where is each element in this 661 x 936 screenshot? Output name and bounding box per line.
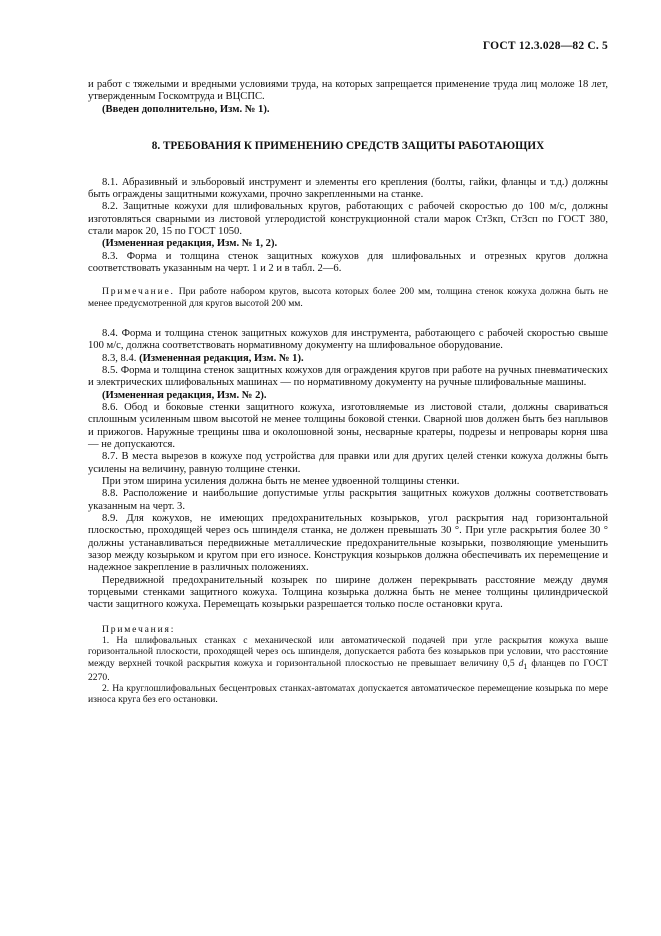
paragraph-8-2: 8.2. Защитные кожухи для шлифовальных кругов, работающих с рабочей скоростью до 100 м/с, должны изготовляться сварными из листовой углеродистой конструкционной стали марок Ст3кп, Ст3сп по ГОСТ 380, стали марок 20, 15 по ГОСТ 1050.: [88, 201, 608, 237]
edit-note-prefix: 8.3, 8.4.: [102, 352, 140, 364]
note-1: [88, 286, 608, 309]
paragraph-8-7-continued: При этом ширина усиления должна быть не менее удвоенной толщины стенки.: [102, 476, 460, 487]
notes-2-item-1-symbol: d: [518, 657, 524, 669]
notes-2-item-1-subscript: 1: [523, 661, 528, 671]
document-body: [88, 79, 608, 706]
edit-note-8-3-8-4: [88, 353, 608, 365]
notes-2-item-1-tail: фланцев по ГОСТ 2270.: [88, 657, 608, 683]
paragraph-8-4: 8.4. Форма и толщина стенок защитных кожухов для инструмента, работающего с рабочей скоростью свыше 100 м/с, должна соответствовать нормативному документу на шлифовальное оборудование.: [88, 327, 608, 352]
paragraph-8-5: 8.5. Форма и толщина стенок защитных кожухов для ограждения кругов при работе на ручных пневматических и электрических шлифовальных машинах — по нормативному документу на ручные шлифовальные машины.: [88, 364, 608, 389]
intro-paragraph: и работ с тяжелыми и вредными условиями труда, на которых запрещается применение труда лиц моложе 18 лет, утвержденным Госкомтруда и ВЦСПС.: [88, 79, 608, 103]
notes-2: [88, 624, 608, 706]
paragraph-8-9: 8.9. Для кожухов, не имеющих предохранительных козырьков, угол раскрытия над горизонтальной плоскостью, проходящей через ось шпинделя станка, не должен превышать 30 °. При угле раскрытия более 30 ° должны устанавливаться передвижные металлические предохранительные козырьки, позволяющие уменьшить зазор между козырьком и кругом при его износе. Конструкция козырьков должна обеспечивать их перемещение и надежное закрепление в различных положениях.: [88, 513, 608, 574]
notes-2-label: Примечания:: [102, 623, 176, 635]
edit-note-text: (Измененная редакция, Изм. № 1).: [139, 352, 304, 364]
notes-2-item-1: [88, 635, 608, 683]
paragraph-8-9-continued: Передвижной предохранительный козырек по ширине должен перекрывать расстояние между двумя торцевыми стенками защитного кожуха. Толщина козырька должна быть не менее толщины цилиндрической части защитного кожуха. Перемещать козырьки разрешается только после остановки круга.: [88, 574, 608, 611]
notes-2-item-2: 2. На круглошлифовальных бесцентровых станках-автоматах допускается автоматическое перемещение козырька по мере износа круга без его остановки.: [88, 683, 608, 706]
page-header: ГОСТ 12.3.028—82 С. 5: [482, 40, 608, 52]
edit-note-2: (Измененная редакция, Изм. № 2).: [102, 389, 267, 401]
note-1-label: Примечание.: [102, 286, 175, 298]
paragraph-8-1: 8.1. Абразивный и эльборовый инструмент и элементы его крепления (болты, гайки, фланцы и т.д.) должны быть ограждены защитными кожухами, прочно закрепленными на станке.: [88, 176, 608, 200]
section-title: 8. ТРЕБОВАНИЯ К ПРИМЕНЕНИЮ СРЕДСТВ ЗАЩИТЫ РАБОТАЮЩИХ: [151, 140, 545, 153]
note-1-text: При работе набором кругов, высота которых более 200 мм, толщина стенок кожуха должна быть не менее предусмотренной для кругов высотой 200 мм.: [88, 286, 608, 309]
notes-2-item-1-text: 1. На шлифовальных станках с механической или автоматической подачей при угле раскрытия кожуха выше горизонтальной плоскости, проходящей через ось шпинделя, допускается работа без козырьков при условии, что расстояние между верхней точкой раскрытия кожуха и горизонтальной плоскостью не превышает величину 0,5: [88, 635, 608, 669]
edit-note-1-2: (Измененная редакция, Изм. № 1, 2).: [102, 238, 278, 250]
paragraph-8-8: 8.8. Расположение и наибольшие допустимые углы раскрытия защитных кожухов должны соответствовать указанным на черт. 3.: [88, 488, 608, 512]
intro-edit-note: (Введен дополнительно, Изм. № 1).: [102, 103, 270, 115]
paragraph-8-6: 8.6. Обод и боковые стенки защитного кожуха, изготовляемые из листовой стали, должны свариваться сплошным усиленным швом высотой не менее толщины боковой стенки. Сварной шов должен быть без наплывов и прижогов. Наружные трещины шва и околошовной зоны, несварные кратеры, подрезы и непровары корня шва — не допускаются.: [88, 401, 608, 450]
paragraph-8-3: 8.3. Форма и толщина стенок защитных кожухов для шлифовальных и отрезных кругов должна соответствовать указанным на черт. 1 и 2 и в табл. 2—6.: [88, 250, 608, 274]
paragraph-8-7: 8.7. В места вырезов в кожухе под устройства для правки или для других целей стенки кожуха должны быть усилены на величину, равную толщине стенки.: [88, 451, 608, 475]
